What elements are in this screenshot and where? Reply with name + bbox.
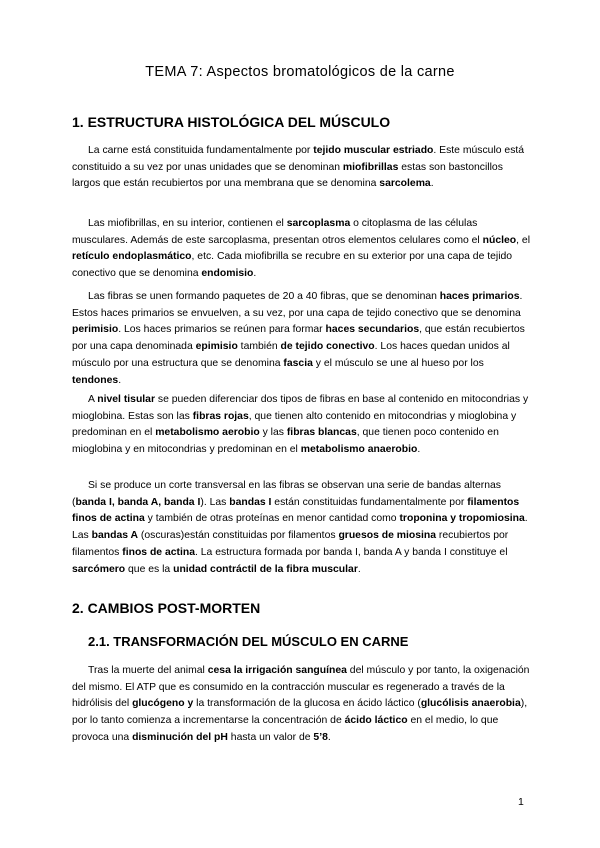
paragraph-2: Las miofibrillas, en su interior, contienen el sarcoplasma o citoplasma de las células musculares. Además de este sarcoplasma, presentan otros elementos celulares como el núcleo, el retículo endoplasmático, etc. Cada miofibrilla se recubre en su exterior por una capa de tejido conectivo que se denomina endomisio.: [72, 218, 531, 280]
document-title: TEMA 7: Aspectos bromatológicos de la carne: [145, 64, 455, 80]
paragraph-4: A nivel tisular se pueden diferenciar dos tipos de fibras en base al contenido en mitocondrias y mioglobina. Estas son las fibras rojas, que tienen alto contenido en mitocondrias y mioglobina y predominan en el metabolismo aerobio y las fibras blancas, que tienen poco contenido en mioglobina y en mitocondrias y predominan en el metabolismo anaerobio.: [72, 394, 529, 456]
section-2-1-heading: 2.1. TRANSFORMACIÓN DEL MÚSCULO EN CARNE: [88, 634, 409, 649]
paragraph-1: La carne está constituida fundamentalmente por tejido muscular estriado. Este músculo está constituido a su vez por unas unidades que se denominan miofibrillas estas son bastoncillos largos que están recubiertos por una membrana que se denomina sarcolema.: [72, 145, 525, 190]
paragraph-5: Si se produce un corte transversal en las fibras se observan una serie de bandas alternas (banda I, banda A, banda I). Las bandas I están constituidas fundamentalmente por filamentos finos de actina y también de otras proteínas en menor cantidad como troponina y tropomiosina. Las bandas A (oscuras)están constituidas por filamentos gruesos de miosina recubiertos por filamentos finos de actina. La estructura formada por banda I, banda A y banda I constituye el sarcómero que es la unidad contráctil de la fibra muscular.: [72, 480, 528, 575]
paragraph-6: Tras la muerte del animal cesa la irrigación sanguínea del músculo y por tanto, la oxigenación del mismo. El ATP que es consumido en la contracción muscular es regenerado a través de la hidrólisis del glucógeno y la transformación de la glucosa en ácido láctico (glucólisis anaerobia), por lo tanto comienza a incrementarse la concentración de ácido láctico en el medio, lo que provoca una disminución del pH hasta un valor de 5’8.: [72, 665, 530, 743]
section-1-heading: 1. ESTRUCTURA HISTOLÓGICA DEL MÚSCULO: [72, 114, 391, 130]
section-2-heading: 2. CAMBIOS POST-MORTEN: [72, 600, 261, 616]
paragraph-3: Las fibras se unen formando paquetes de 20 a 40 fibras, que se denominan haces primarios. Estos haces primarios se envuelven, a su vez, por una capa de tejido conectivo que se denomina perimisio. Los haces primarios se reúnen para formar haces secundarios, que están recubiertos por una capa denominada epimisio también de tejido conectivo. Los haces quedan unidos al músculo por una estructura que se denomina fascia y el músculo se une al hueso por los tendones.: [72, 291, 525, 386]
page-number: 1: [518, 796, 524, 808]
